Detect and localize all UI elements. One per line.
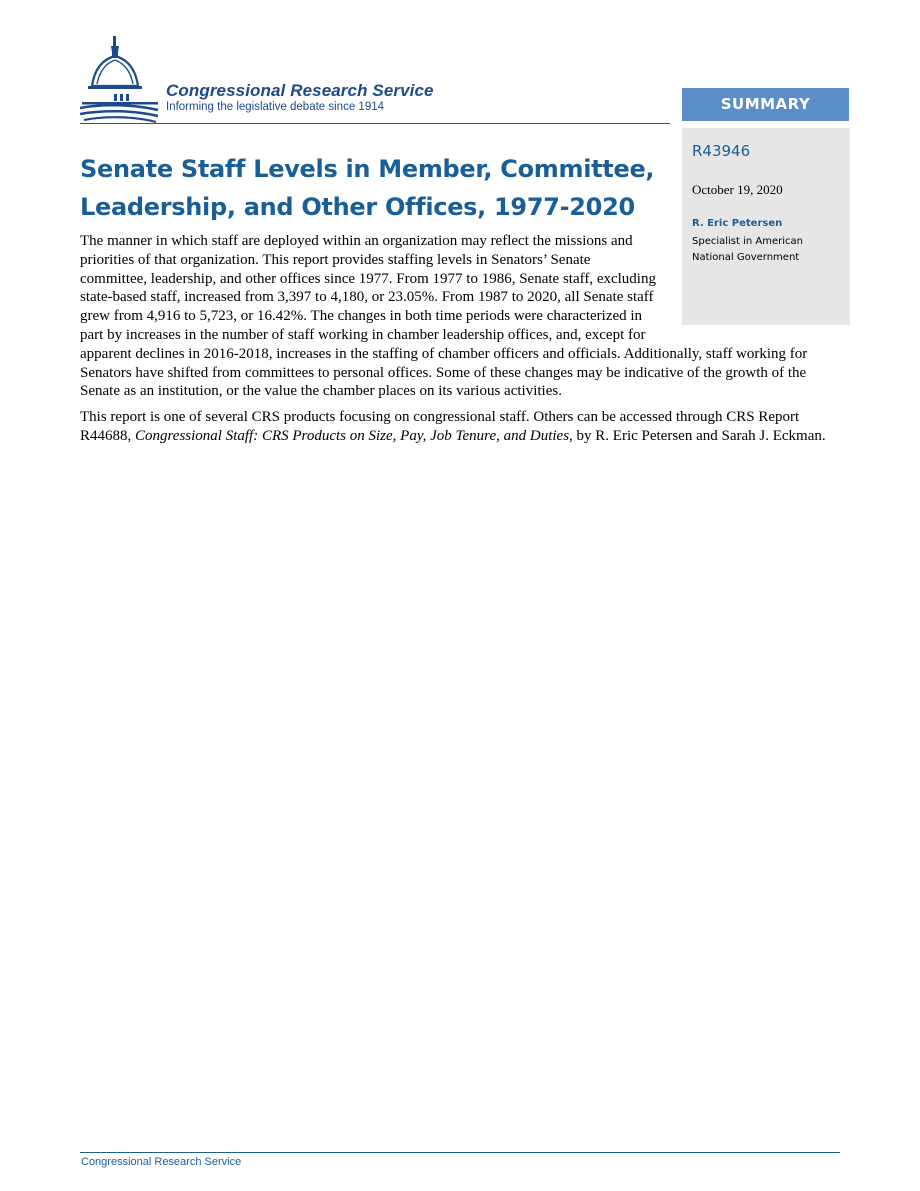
author-title: Specialist in American National Government xyxy=(692,236,804,263)
summary-banner: SUMMARY xyxy=(682,88,849,121)
org-tagline: Informing the legislative debate since 1914 xyxy=(166,101,385,113)
footer-divider xyxy=(80,1152,840,1153)
summary-body xyxy=(80,232,840,453)
crs-logo xyxy=(80,34,670,126)
report-title: Senate Staff Levels in Member, Committee, Leadership, and Other Offices, 1977-2020 xyxy=(80,155,655,221)
capitol-dome-icon xyxy=(80,34,162,126)
summary-paragraph-1: The manner in which staff are deployed within an organization may reflect the missions and priorities of that organization. This report provides staffing levels in Senators’ Senate committee, leadership, and other offices since 1977. From 1977 to 1986, Senate staff, excluding state-based staff, increased from 3,397 to 4,180, or 23.05%. From 1987 to 2020, all Senate staff grew from 4,916 to 5,723, or 16.42%. The changes in both time periods were characterized in part by increases in the number of staff working in chamber leadership offices, and, except for apparent declines in 2016-2018, increases in the staffing of chamber officers and officials. Additionally, staff working for Senators have shifted from committees to personal offices. Some of these changes may be indicative of the growth of the Senate as an institution, or the value the chamber places on its various activities. xyxy=(80,233,808,400)
report-number: R43946 xyxy=(692,142,751,160)
header-divider xyxy=(80,123,670,124)
cited-report-title: Congressional Staff: CRS Products on Size, Pay, Job Tenure, and Duties xyxy=(135,427,570,444)
summary-paragraph-2: This report is one of several CRS products focusing on congressional staff. Others can be accessed through CRS Report R44688, Congressional Staff: CRS Products on Size, Pay, Job Tenure, and Duties, by R. Eric Petersen and Sarah J. Eckman. xyxy=(80,409,826,444)
author-name: R. Eric Petersen xyxy=(692,218,783,229)
report-date: October 19, 2020 xyxy=(692,182,783,197)
footer-org-name: Congressional Research Service xyxy=(81,1156,242,1168)
org-name: Congressional Research Service xyxy=(166,81,434,100)
